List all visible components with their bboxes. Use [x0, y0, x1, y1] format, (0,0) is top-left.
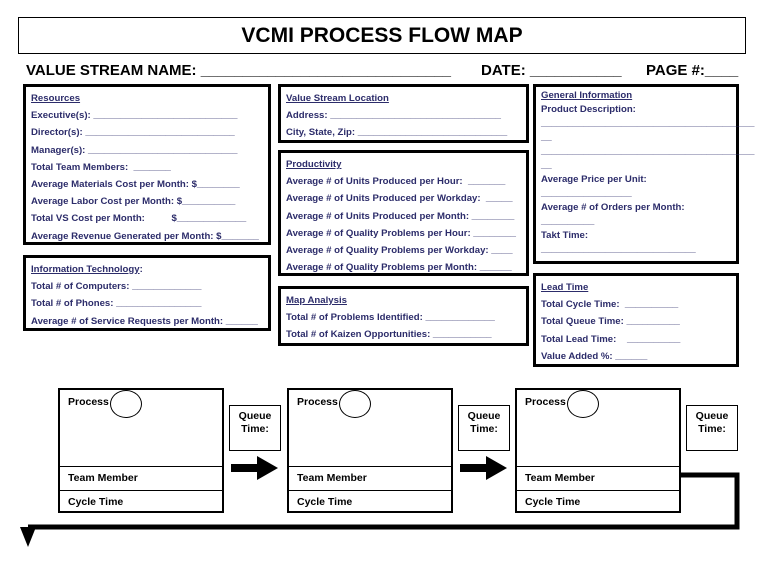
- date-field[interactable]: DATE: ___________: [481, 62, 622, 79]
- team-member-label: Team Member: [525, 472, 595, 484]
- page-title: VCMI PROCESS FLOW MAP: [18, 17, 746, 54]
- section-heading: Resources: [31, 93, 81, 104]
- form-field[interactable]: Total Team Members: _______: [31, 161, 171, 173]
- form-field[interactable]: Average Price per Unit:: [541, 174, 647, 185]
- form-field[interactable]: Total # of Problems Identified: _____________: [286, 312, 495, 324]
- form-field[interactable]: Average # of Units Produced per Workday: _____: [286, 193, 513, 205]
- form-field[interactable]: __: [541, 132, 552, 143]
- value-stream-name-field[interactable]: VALUE STREAM NAME: ______________________________: [26, 62, 451, 79]
- form-field[interactable]: __: [541, 160, 552, 171]
- process-label: Process: [525, 396, 566, 408]
- form-field[interactable]: Address: ________________________________: [286, 110, 501, 122]
- section-heading: General Information: [541, 90, 633, 101]
- section-heading-text: Information Technology: [31, 264, 140, 275]
- team-member-label: Team Member: [68, 472, 138, 484]
- form-field[interactable]: Average # of Quality Problems per Workday: ____: [286, 244, 513, 256]
- form-field[interactable]: __________: [541, 216, 595, 227]
- form-field[interactable]: Average # of Orders per Month:: [541, 202, 685, 213]
- form-field[interactable]: Total # of Phones: ________________: [31, 298, 202, 310]
- form-field[interactable]: Director(s): ____________________________: [31, 127, 235, 139]
- form-field[interactable]: Average Labor Cost per Month: $__________: [31, 196, 236, 208]
- form-field[interactable]: Average Revenue Generated per Month: $_______: [31, 230, 259, 242]
- return-arrow-icon: [20, 475, 737, 547]
- form-field[interactable]: Value Added %: ______: [541, 350, 648, 362]
- form-field[interactable]: Total Queue Time: __________: [541, 316, 680, 328]
- team-member-label: Team Member: [297, 472, 367, 484]
- form-field[interactable]: Average # of Service Requests per Month: ______: [31, 315, 258, 327]
- cycle-time-label: Cycle Time: [68, 496, 124, 508]
- form-field[interactable]: _____________________________: [541, 244, 696, 255]
- form-field[interactable]: Product Description:: [541, 104, 636, 115]
- time-label: Time:: [470, 423, 498, 435]
- cycle-time-label: Cycle Time: [297, 496, 353, 508]
- queue-label: Queue: [238, 410, 272, 422]
- queue-label: Queue: [695, 410, 729, 422]
- time-label: Time:: [241, 423, 269, 435]
- form-field[interactable]: Total VS Cost per Month: $_____________: [31, 213, 247, 225]
- form-field[interactable]: Average Materials Cost per Month: $________: [31, 178, 240, 190]
- page-number-field[interactable]: PAGE #:____: [646, 62, 739, 79]
- queue-label: Queue: [467, 410, 501, 422]
- section-heading: Map Analysis: [286, 295, 347, 306]
- form-field[interactable]: City, State, Zip: ____________________________: [286, 127, 508, 139]
- section-heading: Information Technology:: [31, 264, 143, 275]
- section-heading: Productivity: [286, 159, 342, 170]
- form-field[interactable]: Total # of Kaizen Opportunities: ___________: [286, 329, 492, 341]
- time-label: Time:: [698, 423, 726, 435]
- form-field[interactable]: Manager(s): ____________________________: [31, 144, 238, 156]
- section-heading: Lead Time: [541, 282, 589, 293]
- form-field[interactable]: ________________________________________: [541, 146, 755, 157]
- form-field[interactable]: Executive(s): ___________________________: [31, 110, 238, 122]
- form-field[interactable]: Total Lead Time: __________: [541, 333, 681, 345]
- process-label: Process: [297, 396, 338, 408]
- form-field[interactable]: Average # of Quality Problems per Month: ______: [286, 262, 512, 274]
- form-field[interactable]: Total # of Computers: _____________: [31, 281, 202, 293]
- process-label: Process: [68, 396, 109, 408]
- cycle-time-label: Cycle Time: [525, 496, 581, 508]
- form-field[interactable]: Average # of Units Produced per Month: ________: [286, 210, 515, 222]
- form-field[interactable]: ________________________________________: [541, 118, 755, 129]
- form-field[interactable]: _________________: [541, 188, 632, 199]
- form-field[interactable]: Takt Time:: [541, 230, 589, 241]
- arrow-right-icon: [460, 456, 507, 480]
- section-heading: Value Stream Location: [286, 93, 389, 104]
- form-field[interactable]: Average # of Quality Problems per Hour: ________: [286, 227, 516, 239]
- arrow-right-icon: [231, 456, 278, 480]
- form-field[interactable]: Total Cycle Time: __________: [541, 299, 679, 311]
- form-field[interactable]: Average # of Units Produced per Hour: _______: [286, 176, 506, 188]
